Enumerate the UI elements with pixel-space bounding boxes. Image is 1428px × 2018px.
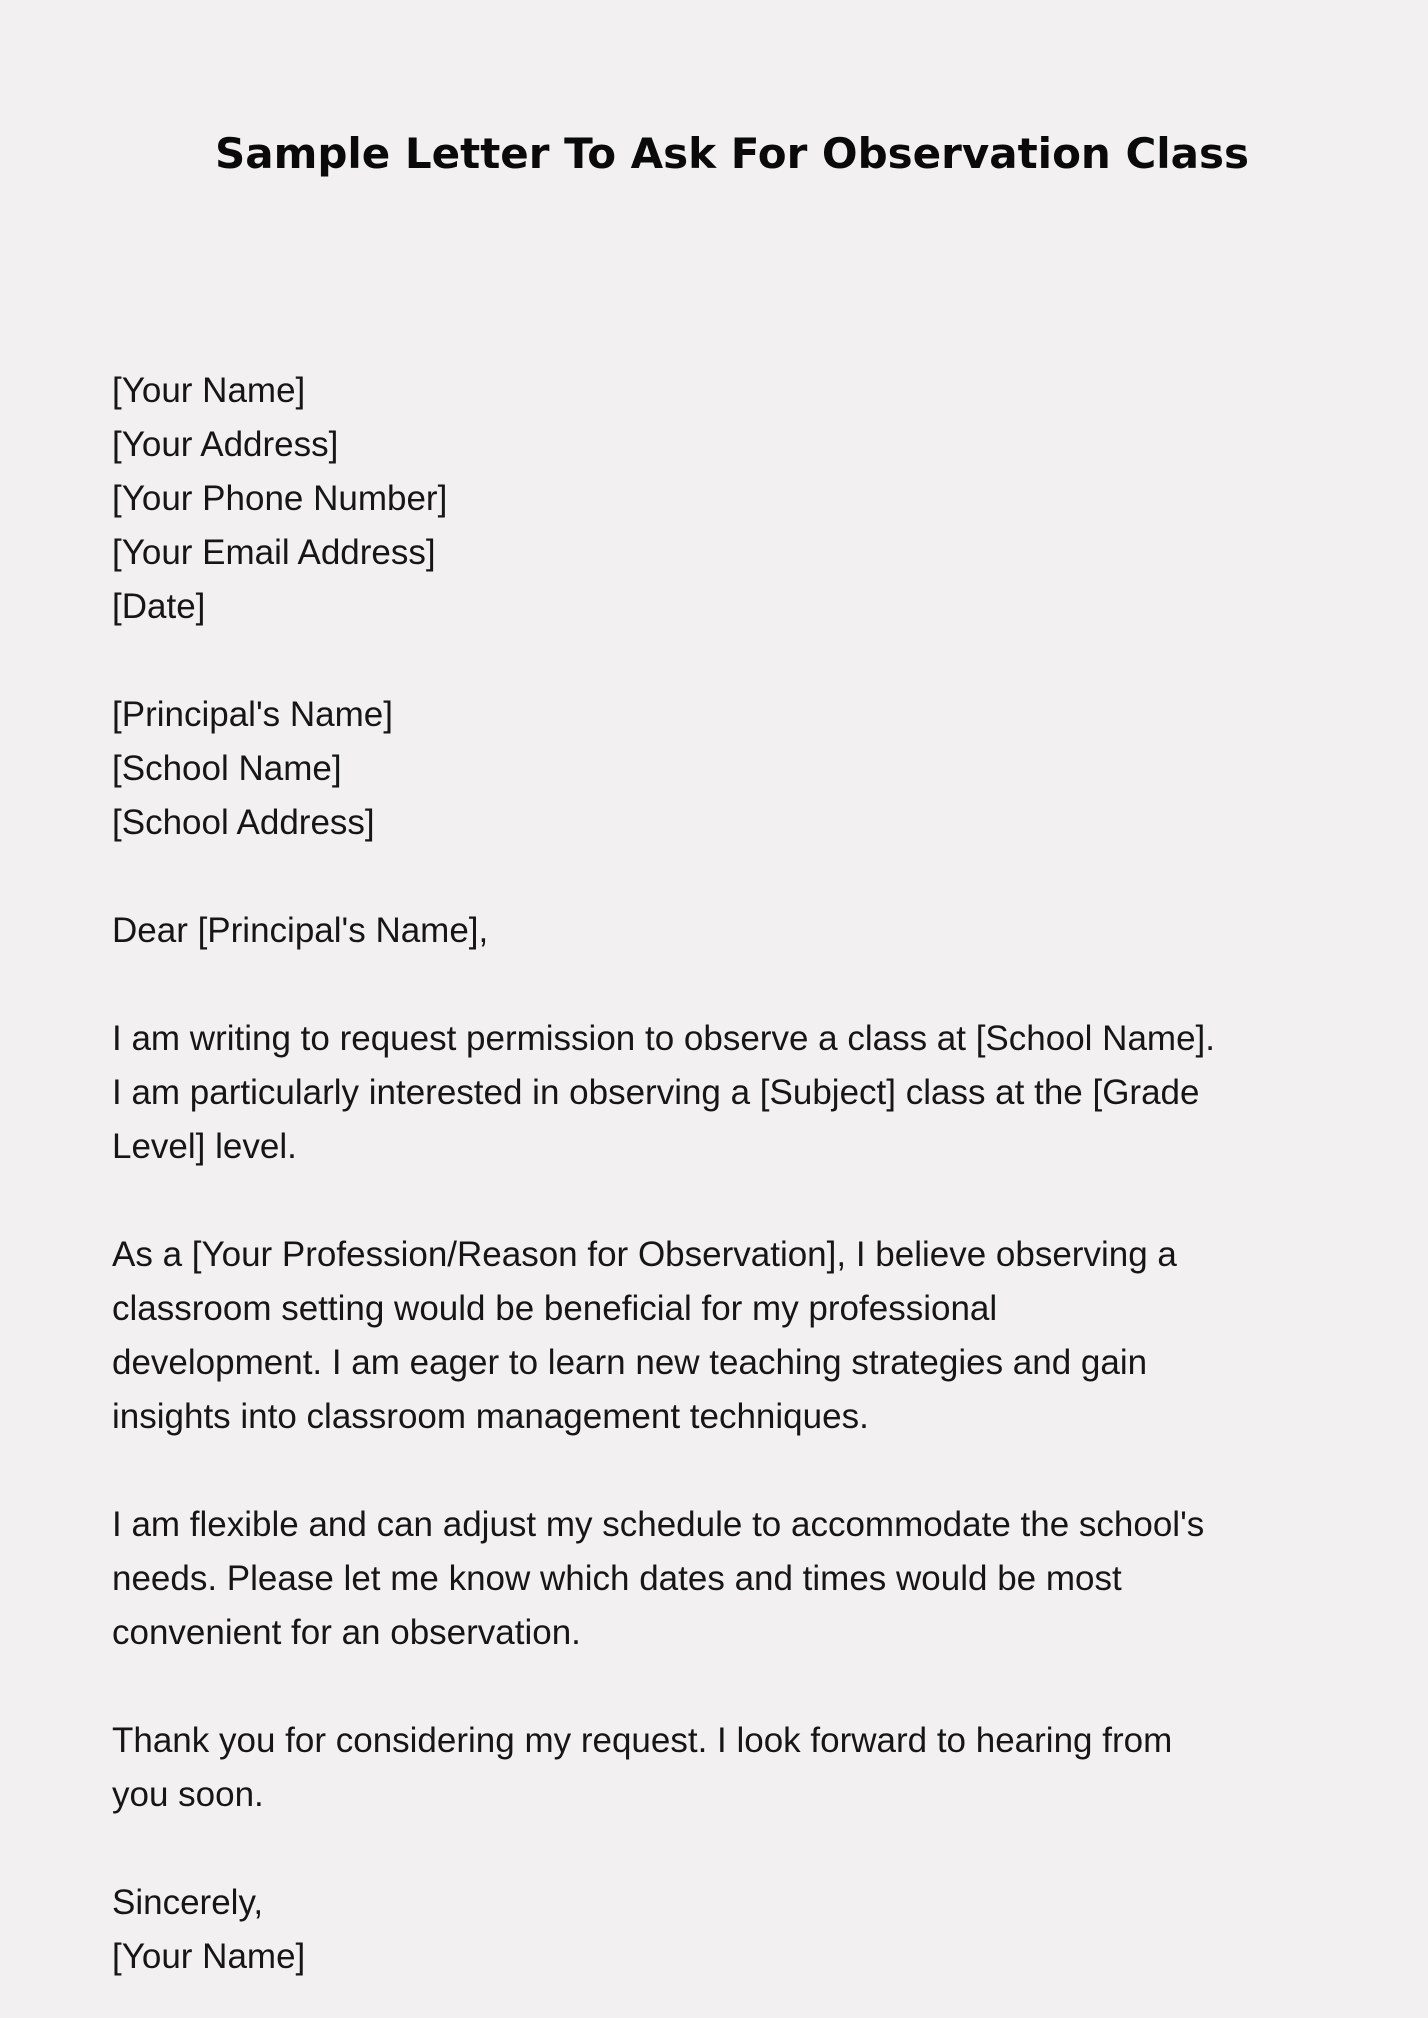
paragraph-line: convenient for an observation. — [112, 1613, 581, 1652]
page-title: Sample Letter To Ask For Observation Class — [214, 129, 1250, 178]
paragraph-line: you soon. — [112, 1775, 264, 1814]
paragraph-line: Level] level. — [112, 1127, 297, 1166]
paragraph-line: Thank you for considering my request. I look forward to hearing from — [112, 1721, 1173, 1760]
sender-phone: [Your Phone Number] — [112, 479, 448, 518]
spacer — [112, 958, 1342, 1012]
paragraph-line: I am particularly interested in observing a [Subject] class at the [Grade — [112, 1073, 1200, 1112]
paragraph-availability — [112, 1498, 1342, 1660]
paragraph-line: classroom setting would be beneficial for my professional — [112, 1289, 998, 1328]
salutation-block — [112, 904, 1342, 958]
recipient-name: [Principal's Name] — [112, 695, 393, 734]
paragraph-reason — [112, 1228, 1342, 1444]
paragraph-line: needs. Please let me know which dates and times would be most — [112, 1559, 1122, 1598]
spacer — [112, 1822, 1342, 1876]
sender-address: [Your Address] — [112, 425, 339, 464]
recipient-block — [112, 688, 1342, 850]
paragraph-request — [112, 1012, 1342, 1174]
paragraph-line: I am flexible and can adjust my schedule to accommodate the school's — [112, 1505, 1205, 1544]
sender-email: [Your Email Address] — [112, 533, 436, 572]
spacer — [112, 634, 1342, 688]
paragraph-line: development. I am eager to learn new teaching strategies and gain — [112, 1343, 1148, 1382]
letter-date: [Date] — [112, 587, 206, 626]
sender-block — [112, 364, 1342, 634]
salutation: Dear [Principal's Name], — [112, 911, 489, 950]
sender-name: [Your Name] — [112, 371, 306, 410]
spacer — [112, 1444, 1342, 1498]
recipient-school: [School Name] — [112, 749, 342, 788]
spacer — [112, 1660, 1342, 1714]
paragraph-line: As a [Your Profession/Reason for Observation], I believe observing a — [112, 1235, 1177, 1274]
recipient-address: [School Address] — [112, 803, 375, 842]
paragraph-line: I am writing to request permission to observe a class at [School Name]. — [112, 1019, 1215, 1058]
spacer — [112, 1174, 1342, 1228]
paragraph-thanks — [112, 1714, 1342, 1822]
spacer — [112, 850, 1342, 904]
closing-name: [Your Name] — [112, 1937, 306, 1976]
paragraph-line: insights into classroom management techniques. — [112, 1397, 869, 1436]
letter-body — [112, 364, 1342, 1984]
closing-block — [112, 1876, 1342, 1984]
closing-phrase: Sincerely, — [112, 1883, 264, 1922]
